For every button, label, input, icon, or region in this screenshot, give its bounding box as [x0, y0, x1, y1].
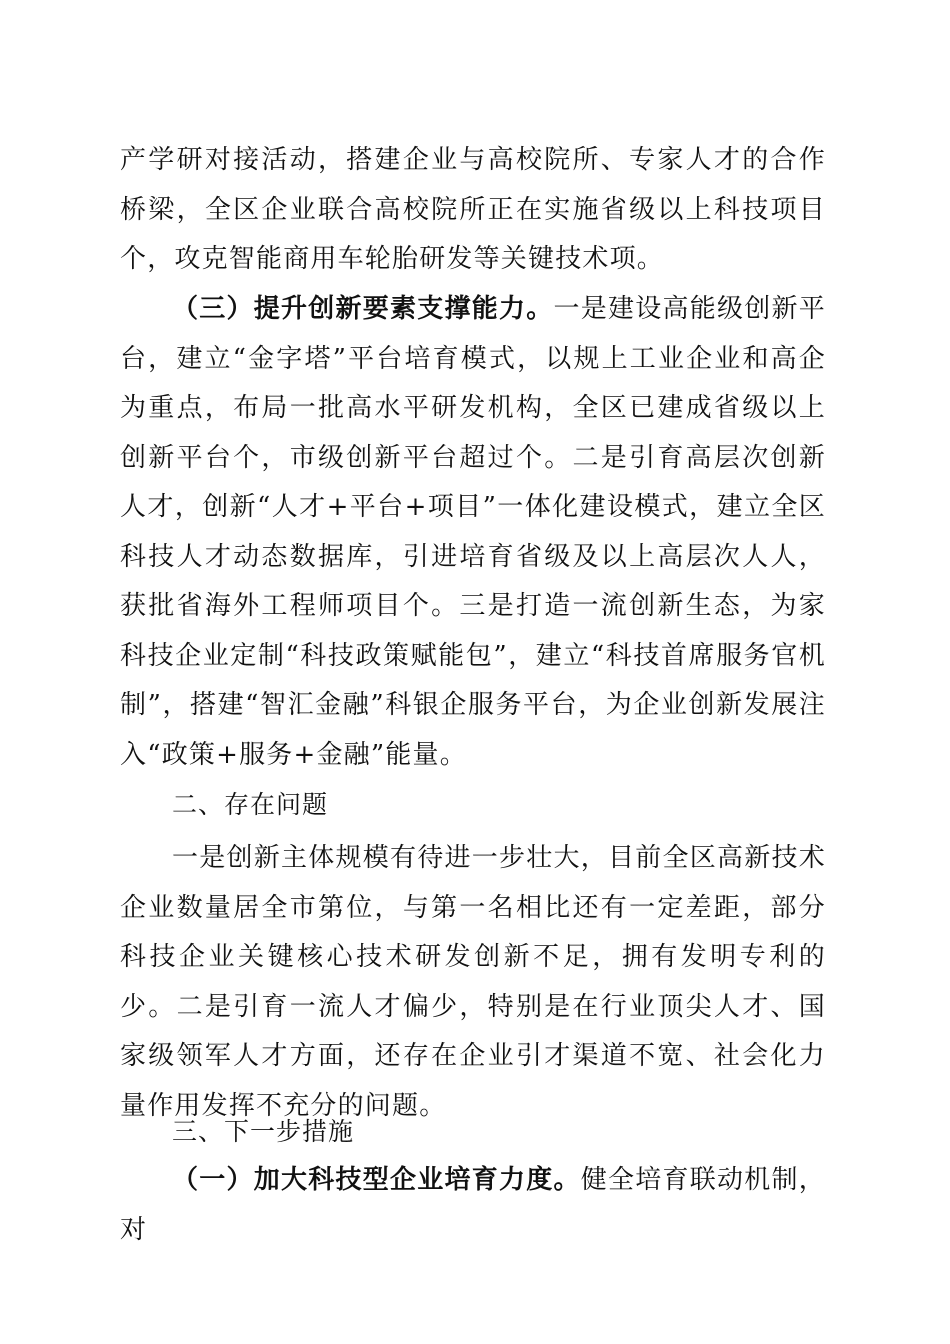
paragraph-industry-research — [120, 136, 826, 285]
section-subheading: （一）加大科技型企业培育力度。 — [172, 1165, 581, 1195]
paragraph-next-steps — [120, 1156, 826, 1255]
heading-next-steps: 三、下一步措施 — [172, 1117, 355, 1146]
paragraph-problems — [120, 834, 826, 1131]
paragraph-text: 一是创新主体规模有待进一步壮大，目前全区高新技术企业数量居全市第位，与第一名相比还有一定差距，部分科技企业关键核心技术研发创新不足，拥有发明专利的少。二是引育一流人才偏少，特别是在行业顶尖人才、国家级领军人才方面，还存在企业引才渠道不宽、社会化力量作用发挥不充分的问题。 — [120, 843, 826, 1121]
heading-existing-problems: 二、存在问题 — [172, 790, 329, 819]
paragraph-text: 一是建设高能级创新平台，建立“金字塔”平台培育模式，以规上工业企业和高企为重点，布局一批高水平研发机构，全区已建成省级以上创新平台个，市级创新平台超过个。二是引育高层次创新人才，创新“人才+平台+项目”一体化建设模式，建立全区科技人才动态数据库，引进培育省级及以上高层次人人，获批省海外工程师项目个。三是打造一流创新生态，为家科技企业定制“科技政策赋能包”，建立“科技首席服务官机制”，搭建“智汇金融”科银企服务平台，为企业创新发展注入“政策+服务+金融”能量。 — [120, 294, 826, 770]
paragraph-text: 健全培育联动机制，对 — [120, 1165, 826, 1245]
paragraph-innovation-support — [120, 285, 826, 780]
paragraph-text: 产学研对接活动，搭建企业与高校院所、专家人才的合作桥梁，全区企业联合高校院所正在实施省级以上科技项目个，攻克智能商用车轮胎研发等关键技术项。 — [120, 145, 826, 274]
section-subheading: （三）提升创新要素支撑能力。 — [172, 294, 554, 324]
